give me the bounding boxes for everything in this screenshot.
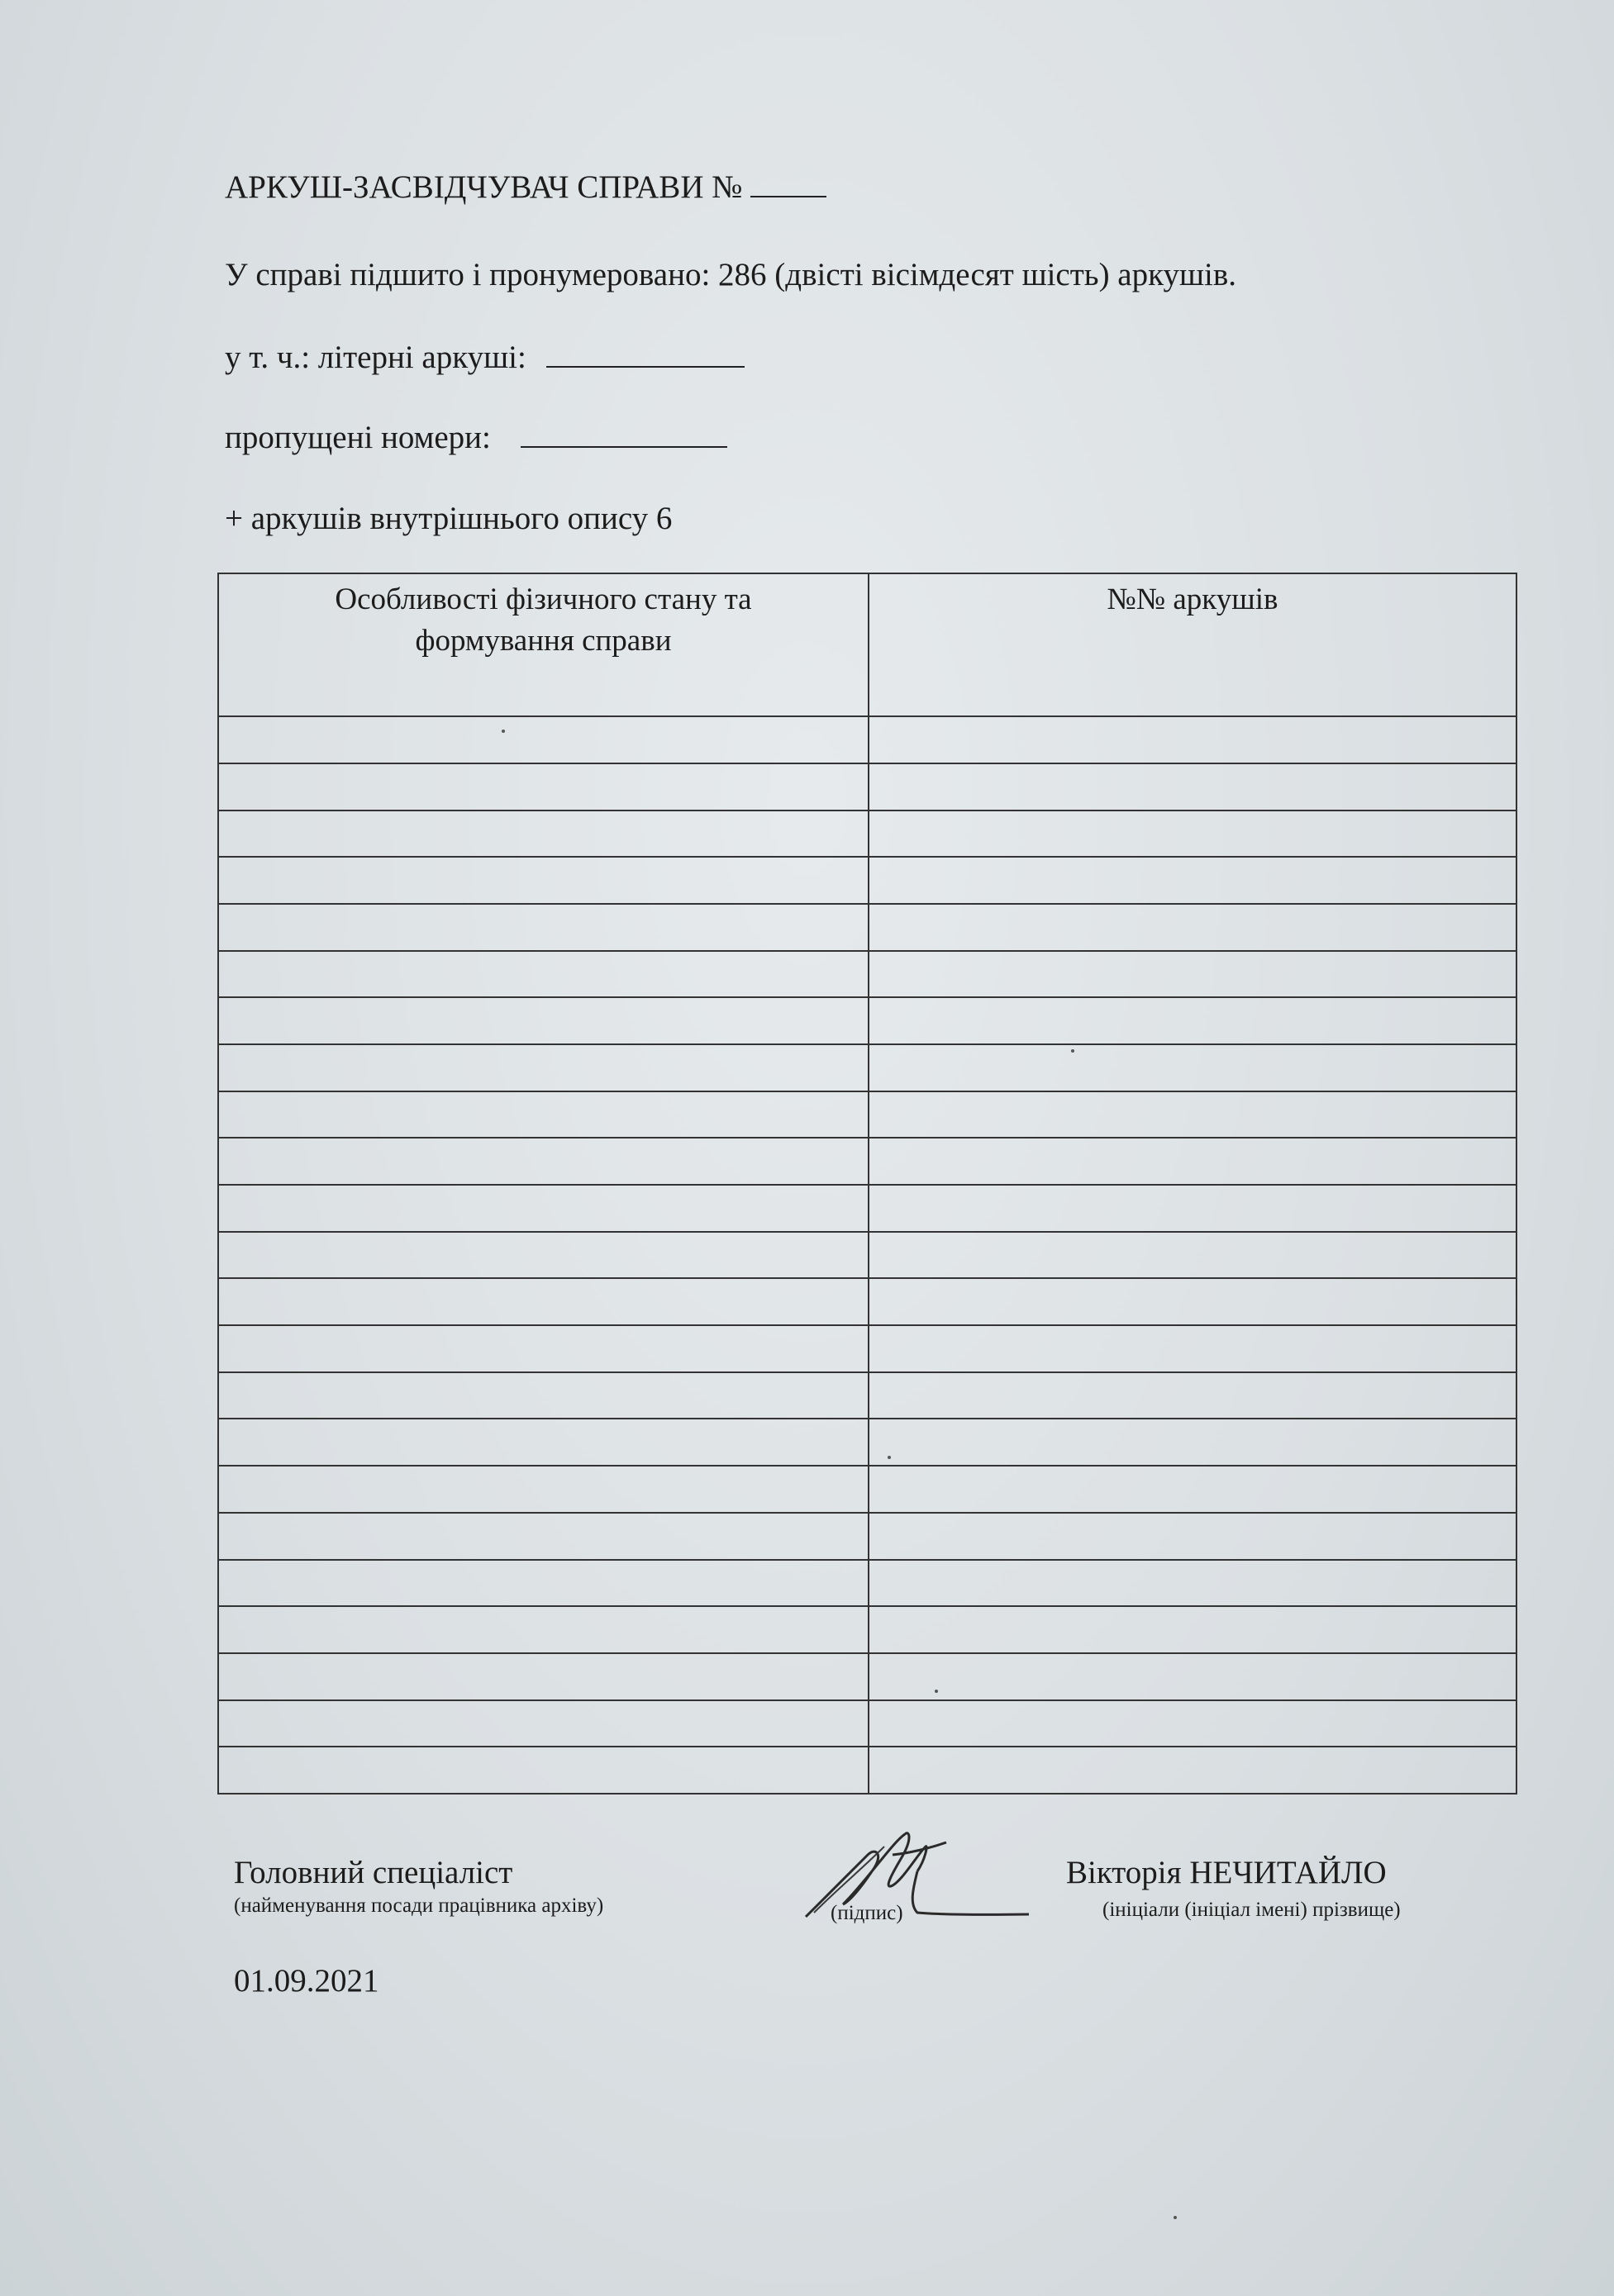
sheet-numbers-cell bbox=[869, 1044, 1516, 1091]
paper-speck bbox=[935, 1690, 938, 1693]
sheet-numbers-cell bbox=[869, 1513, 1516, 1560]
condition-cell bbox=[218, 1232, 869, 1279]
case-number-blank bbox=[750, 168, 826, 197]
paper-speck bbox=[1174, 2216, 1177, 2219]
signing-date: 01.09.2021 bbox=[234, 1963, 379, 1999]
condition-cell bbox=[218, 997, 869, 1044]
condition-cell bbox=[218, 810, 869, 858]
missing-numbers-label: пропущені номери: bbox=[225, 420, 491, 455]
table-row bbox=[218, 951, 1516, 998]
condition-cell bbox=[218, 1044, 869, 1091]
table-row bbox=[218, 857, 1516, 904]
condition-cell bbox=[218, 763, 869, 810]
table-row bbox=[218, 716, 1516, 763]
table-row bbox=[218, 904, 1516, 951]
condition-cell bbox=[218, 716, 869, 763]
letter-sheets-blank bbox=[546, 338, 745, 368]
sheet-numbers-cell bbox=[869, 1372, 1516, 1419]
signature-caption: (підпис) bbox=[831, 1902, 903, 1924]
condition-cell bbox=[218, 1325, 869, 1372]
sheet-numbers-cell bbox=[869, 951, 1516, 998]
sheet-numbers-cell bbox=[869, 1606, 1516, 1653]
condition-cell bbox=[218, 1653, 869, 1700]
date-block bbox=[234, 1962, 379, 2000]
paper-speck bbox=[502, 730, 505, 733]
sheet-numbers-header-text: №№ аркушів bbox=[1107, 582, 1278, 616]
sheet-numbers-cell bbox=[869, 1325, 1516, 1372]
sheet-numbers-cell bbox=[869, 1138, 1516, 1185]
condition-cell bbox=[218, 1560, 869, 1607]
table-row bbox=[218, 1419, 1516, 1466]
missing-numbers-line bbox=[225, 418, 727, 458]
sheet-numbers-cell bbox=[869, 810, 1516, 858]
table-header-row bbox=[218, 573, 1516, 716]
condition-cell bbox=[218, 904, 869, 951]
condition-cell bbox=[218, 1372, 869, 1419]
table-row bbox=[218, 1325, 1516, 1372]
condition-cell bbox=[218, 857, 869, 904]
condition-header-text: Особливості фізичного стану та формування справи bbox=[335, 582, 752, 658]
condition-table bbox=[217, 573, 1517, 1794]
table-row bbox=[218, 1700, 1516, 1747]
condition-cell bbox=[218, 1138, 869, 1185]
sheet-numbers-cell bbox=[869, 1091, 1516, 1138]
table-row bbox=[218, 1653, 1516, 1700]
missing-numbers-blank bbox=[521, 418, 727, 448]
sheet-numbers-cell bbox=[869, 1185, 1516, 1232]
table-row bbox=[218, 1044, 1516, 1091]
table-row bbox=[218, 1372, 1516, 1419]
sheet-numbers-cell bbox=[869, 857, 1516, 904]
signer-name: Вікторія НЕЧИТАЙЛО bbox=[1066, 1855, 1387, 1890]
table-row bbox=[218, 997, 1516, 1044]
sewn-sheets-line: У справі підшито і пронумеровано: 286 (двісті вісімдесят шість) аркушів. bbox=[225, 257, 1237, 292]
table-row bbox=[218, 1747, 1516, 1794]
sheet-numbers-cell bbox=[869, 1653, 1516, 1700]
sheet-numbers-cell bbox=[869, 763, 1516, 810]
column-header-condition bbox=[218, 573, 869, 716]
condition-cell bbox=[218, 1700, 869, 1747]
table-row bbox=[218, 1560, 1516, 1607]
title-text: АРКУШ-ЗАСВІДЧУВАЧ СПРАВИ № bbox=[225, 169, 743, 205]
internal-inventory-line: + аркушів внутрішнього опису 6 bbox=[225, 501, 673, 536]
table-row bbox=[218, 1232, 1516, 1279]
letter-sheets-label: у т. ч.: літерні аркуші: bbox=[225, 340, 526, 375]
document-title bbox=[225, 168, 826, 207]
sheet-numbers-cell bbox=[869, 1700, 1516, 1747]
position-block bbox=[234, 1854, 603, 1918]
sheet-numbers-cell bbox=[869, 904, 1516, 951]
table-row bbox=[218, 1185, 1516, 1232]
sheet-numbers-cell bbox=[869, 1747, 1516, 1794]
paper-speck bbox=[1071, 1049, 1074, 1053]
paper-speck bbox=[888, 1456, 891, 1459]
condition-cell bbox=[218, 1185, 869, 1232]
letter-sheets-line bbox=[225, 338, 745, 378]
column-header-sheet-numbers bbox=[869, 573, 1516, 716]
condition-cell bbox=[218, 951, 869, 998]
sheet-numbers-cell bbox=[869, 1560, 1516, 1607]
table-row bbox=[218, 1138, 1516, 1185]
sheet-numbers-cell bbox=[869, 1278, 1516, 1325]
position-title: Головний спеціаліст bbox=[234, 1855, 513, 1890]
sheet-numbers-cell bbox=[869, 1419, 1516, 1466]
position-caption: (найменування посади працівника архіву) bbox=[234, 1894, 604, 1917]
table-row bbox=[218, 1278, 1516, 1325]
condition-cell bbox=[218, 1513, 869, 1560]
condition-cell bbox=[218, 1606, 869, 1653]
sheet-numbers-cell bbox=[869, 716, 1516, 763]
table-row bbox=[218, 1466, 1516, 1513]
table-row bbox=[218, 1606, 1516, 1653]
table-row bbox=[218, 1091, 1516, 1138]
signature-block bbox=[831, 1901, 903, 1926]
signer-name-caption: (ініціали (ініціал імені) прізвище) bbox=[1102, 1899, 1401, 1921]
condition-cell bbox=[218, 1466, 869, 1513]
condition-cell bbox=[218, 1747, 869, 1794]
table-row bbox=[218, 763, 1516, 810]
condition-cell bbox=[218, 1278, 869, 1325]
sheet-numbers-cell bbox=[869, 1232, 1516, 1279]
table-row bbox=[218, 810, 1516, 858]
condition-cell bbox=[218, 1419, 869, 1466]
sheet-numbers-cell bbox=[869, 997, 1516, 1044]
table-row bbox=[218, 1513, 1516, 1560]
sheet-numbers-cell bbox=[869, 1466, 1516, 1513]
name-caption-block bbox=[1102, 1898, 1401, 1923]
name-block bbox=[1066, 1854, 1387, 1892]
condition-cell bbox=[218, 1091, 869, 1138]
